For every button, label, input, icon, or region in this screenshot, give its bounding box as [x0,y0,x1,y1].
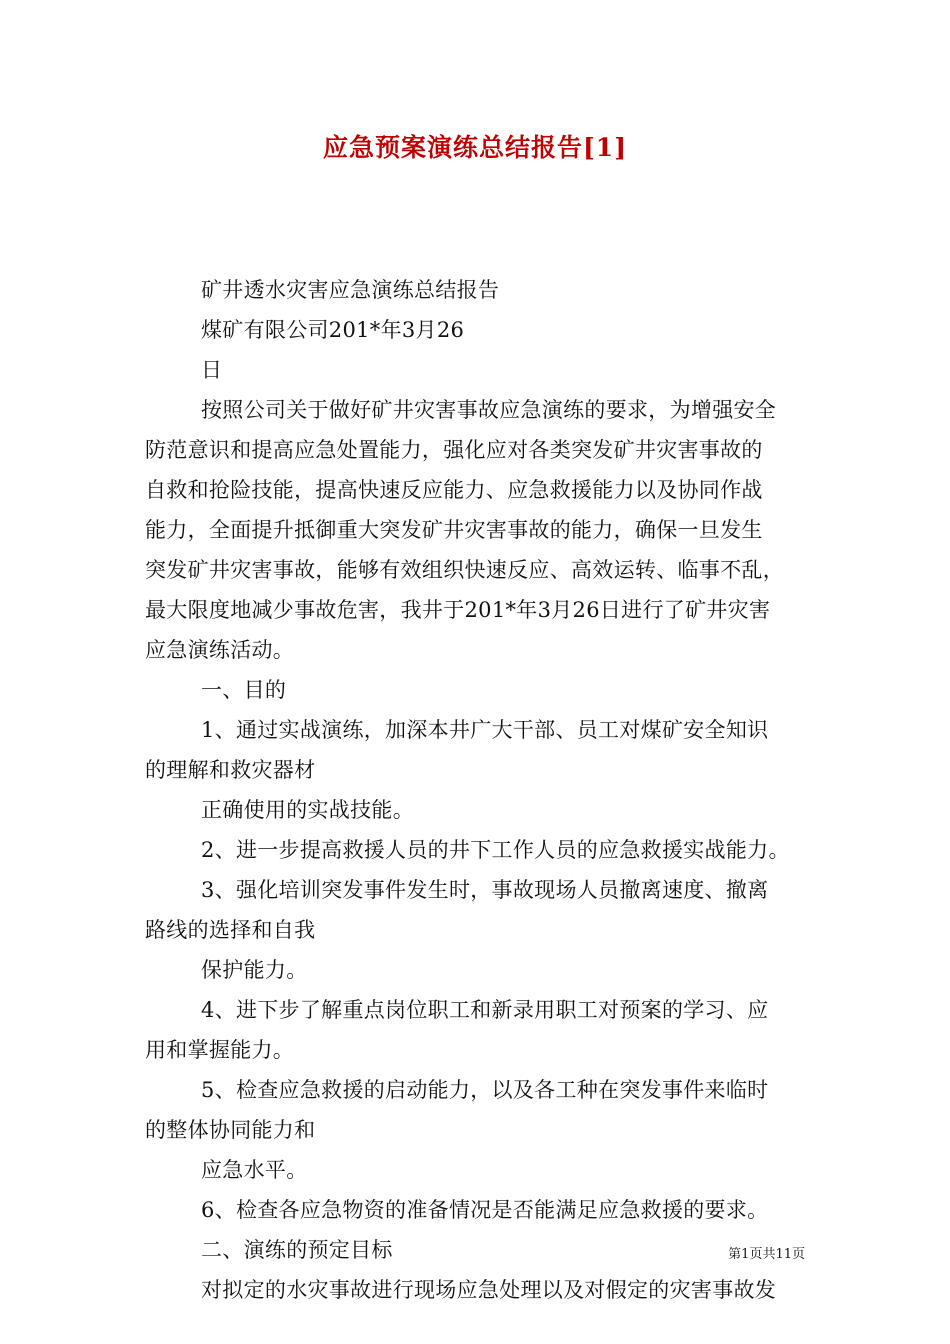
document-body [145,270,815,1310]
text-line: 矿井透水灾害应急演练总结报告 [201,278,500,302]
text-line: 按照公司关于做好矿井灾害事故应急演练的要求，为增强安全 [201,398,777,422]
text-line: 对拟定的水灾事故进行现场应急处理以及对假定的灾害事故发 [201,1278,777,1302]
text-line: 3、强化培训突发事件发生时，事故现场人员撤离速度、撤离 [201,878,769,902]
document-title: 应急预案演练总结报告[1] [322,133,628,162]
text-line: 突发矿井灾害事故，能够有效组织快速反应、高效运转、临事不乱， [145,558,784,582]
page-number: 第1页共11页 [728,1247,805,1262]
text-line: 日 [201,358,223,382]
text-line: 自救和抢险技能，提高快速反应能力、应急救援能力以及协同作战 [145,478,763,502]
text-line: 保护能力。 [201,958,308,982]
text-line: 6、检查各应急物资的准备情况是否能满足应急救援的要求。 [201,1198,769,1222]
text-line: 用和掌握能力。 [145,1038,295,1062]
text-line: 5、检查应急救援的启动能力，以及各工种在突发事件来临时 [201,1078,769,1102]
text-line: 2、进一步提高救援人员的井下工作人员的应急救援实战能力。 [201,838,790,862]
text-line: 应急水平。 [201,1158,308,1182]
text-line: 的理解和救灾器材 [145,758,316,782]
text-line: 防范意识和提高应急处置能力，强化应对各类突发矿井灾害事故的 [145,438,763,462]
text-line: 二、演练的预定目标 [201,1238,393,1262]
text-line: 应急演练活动。 [145,638,295,662]
text-line: 1、通过实战演练，加深本井广大干部、员工对煤矿安全知识 [201,718,769,742]
text-line: 一、目的 [201,678,287,702]
text-line: 正确使用的实战技能。 [201,798,414,822]
text-line: 4、进下步了解重点岗位职工和新录用职工对预案的学习、应 [201,998,769,1022]
text-line: 能力，全面提升抵御重大突发矿井灾害事故的能力，确保一旦发生 [145,518,763,542]
text-line: 的整体协同能力和 [145,1118,316,1142]
text-line: 路线的选择和自我 [145,918,316,942]
text-line: 煤矿有限公司201*年3月26 [201,318,465,342]
text-line: 最大限度地减少事故危害，我井于201*年3月26日进行了矿井灾害 [145,598,771,622]
